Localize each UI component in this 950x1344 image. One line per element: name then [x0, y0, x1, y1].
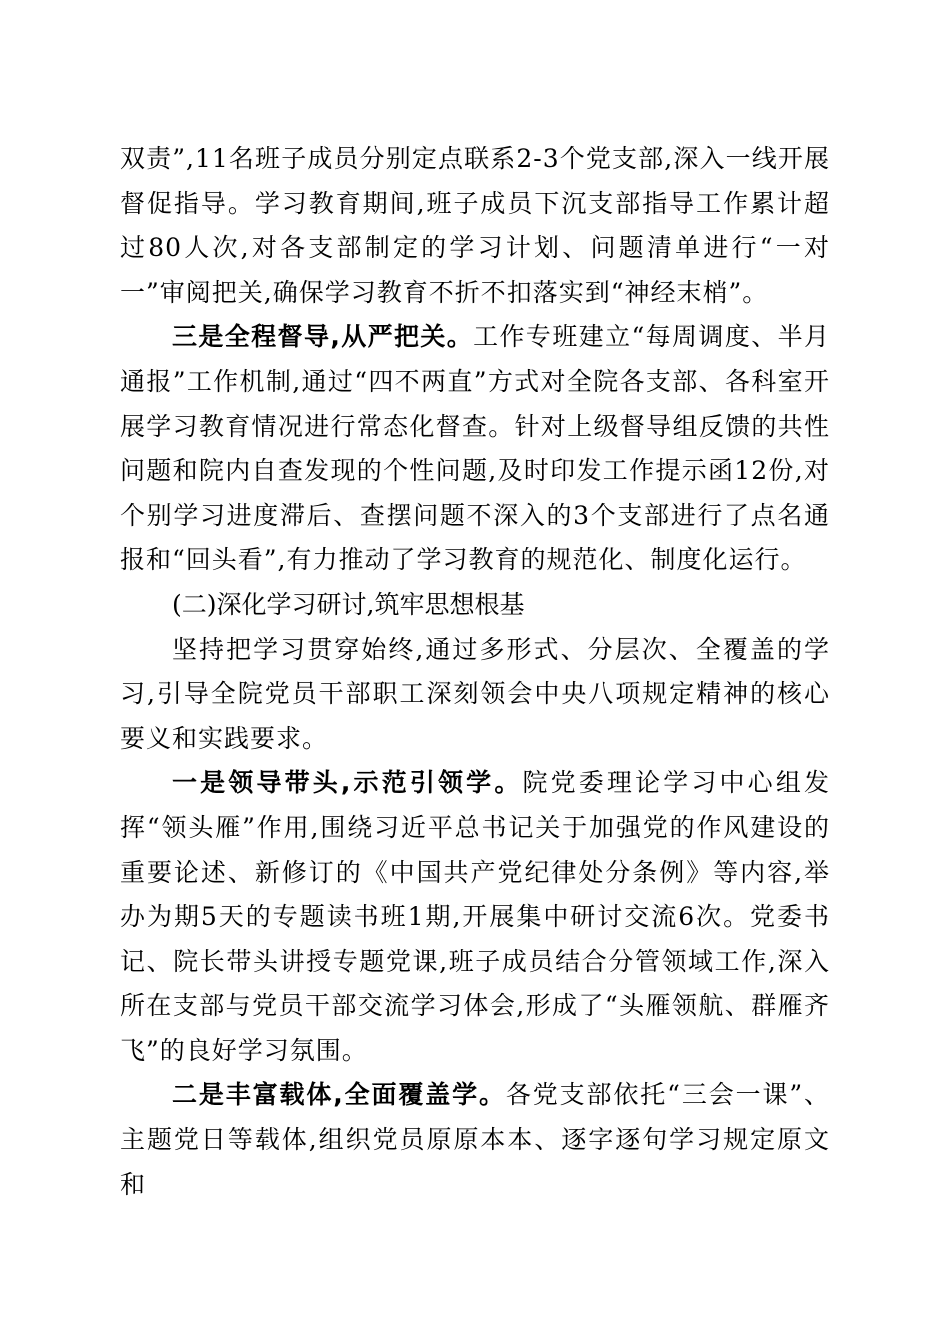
paragraph-supervision [120, 315, 830, 583]
section-heading: (二)深化学习研讨,筑牢思想根基 [172, 589, 525, 619]
document-body [120, 137, 830, 1207]
paragraph-leadership [120, 761, 830, 1073]
paragraph-text: 双责”,11名班子成员分别定点联系2-3个党支部,深入一线开展督促指导。学习教育期间,班子成员下沉支部指导工作累计超过80人次,对各支部制定的学习计划、问题清单进行“一对一”审阅把关,确保学习教育不折不扣落实到“神经末梢”。 [120, 144, 830, 307]
paragraph-continuation [120, 137, 830, 315]
paragraph-lead: 一是领导带头,示范引领学。 [172, 768, 523, 798]
paragraph-text: 坚持把学习贯穿始终,通过多形式、分层次、全覆盖的学习,引导全院党员干部职工深刻领会中央八项规定精神的核心要义和实践要求。 [120, 634, 830, 753]
paragraph-lead: 三是全程督导,从严把关。 [172, 322, 474, 352]
paragraph-intro [120, 628, 830, 762]
paragraph-text: 各党支部依托“三会一课”、主题党日等载体,组织党员原原本本、逐字逐句学习规定原文和 [120, 1080, 830, 1199]
paragraph-carriers [120, 1073, 830, 1207]
paragraph-text: 院党委理论学习中心组发挥“领头雁”作用,围绕习近平总书记关于加强党的作风建设的重要论述、新修订的《中国共产党纪律处分条例》等内容,举办为期5天的专题读书班1期,开展集中研讨交流6次。党委书记、院长带头讲授专题党课,班子成员结合分管领域工作,深入所在支部与党员干部交流学习体会,形成了“头雁领航、群雁齐飞”的良好学习氛围。 [120, 768, 830, 1065]
paragraph-text: 工作专班建立“每周调度、半月通报”工作机制,通过“四不两直”方式对全院各支部、各科室开展学习教育情况进行常态化督查。针对上级督导组反馈的共性问题和院内自查发现的个性问题,及时印发工作提示函12份,对个别学习进度滞后、查摆问题不深入的3个支部进行了点名通报和“回头看”,有力推动了学习教育的规范化、制度化运行。 [120, 322, 830, 575]
paragraph-lead: 二是丰富载体,全面覆盖学。 [172, 1080, 506, 1110]
